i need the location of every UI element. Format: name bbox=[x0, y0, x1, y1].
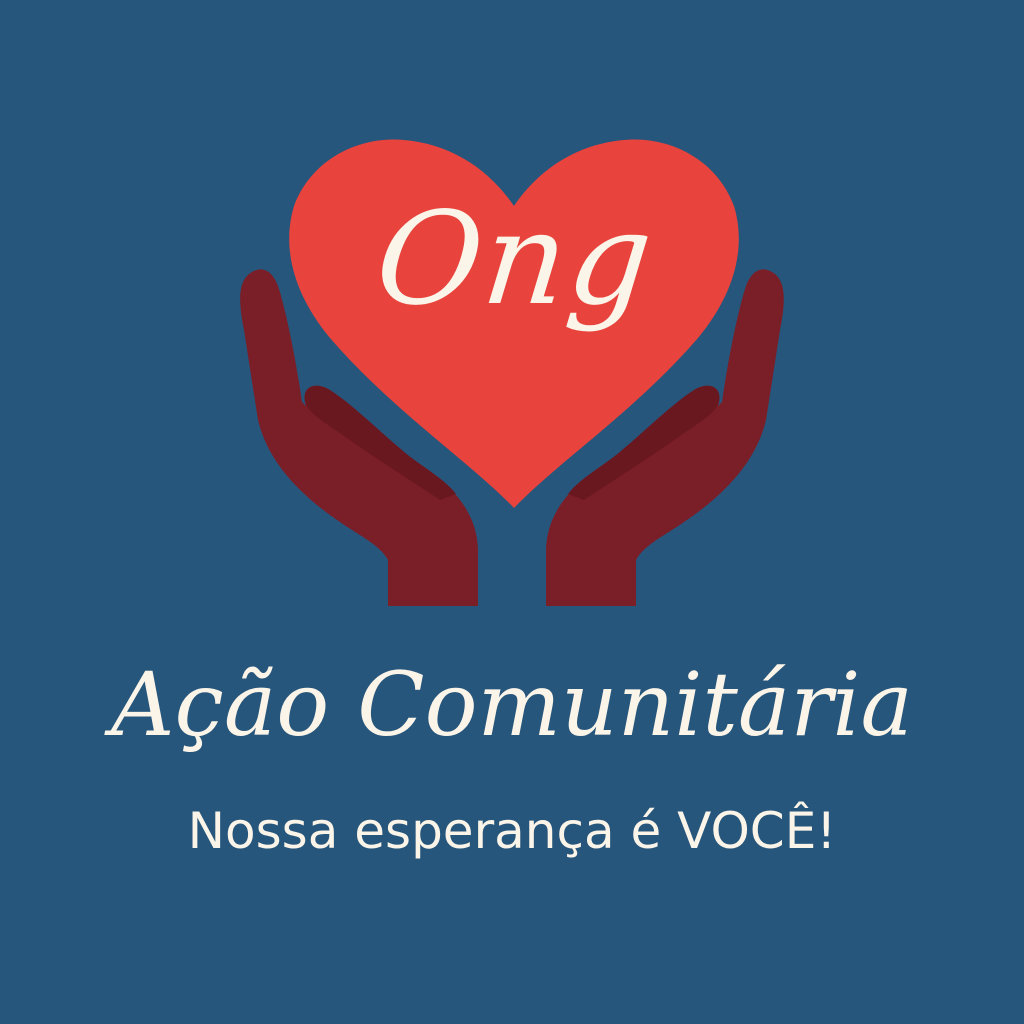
tagline: Nossa esperança é VOCÊ! bbox=[187, 802, 837, 860]
organization-title: Ação Comunitária bbox=[110, 653, 913, 756]
heart-text: Ong bbox=[369, 185, 661, 334]
